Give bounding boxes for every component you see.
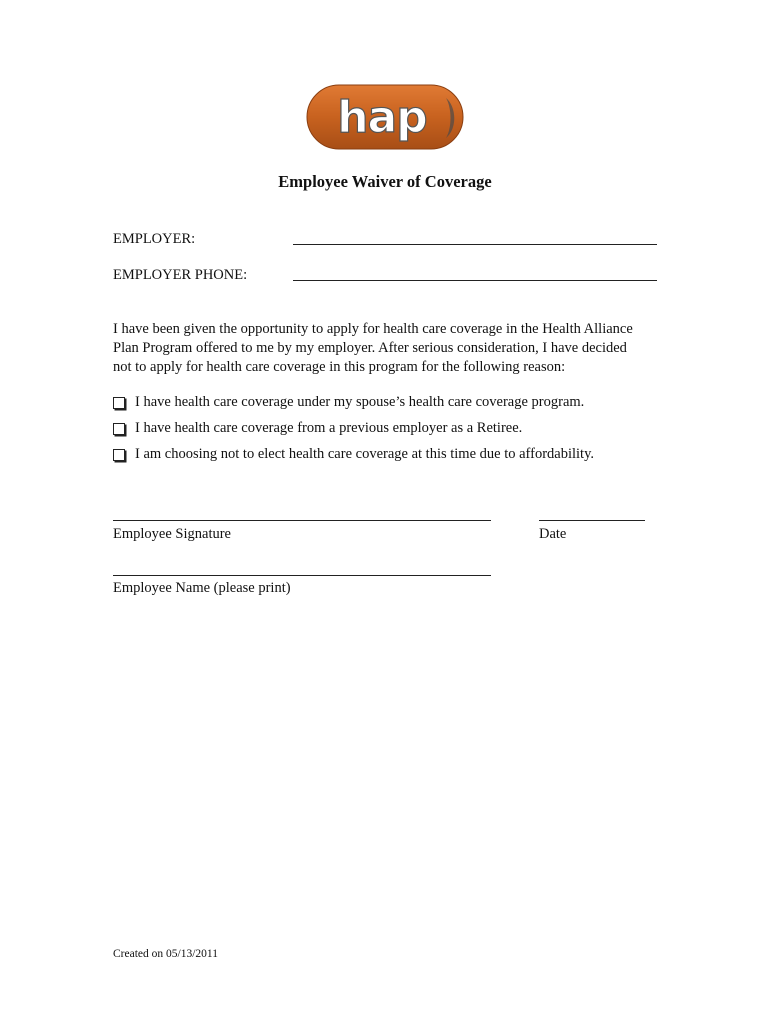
option-label: I have health care coverage from a previous employer as a Retiree.: [135, 420, 523, 436]
intro-paragraph: [113, 320, 663, 377]
paragraph-line: Plan Program offered to me by my employer. After serious consideration, I have decided: [113, 340, 627, 356]
option-label: I have health care coverage under my spouse’s health care coverage program.: [135, 394, 585, 410]
signature-label: Employee Signature: [113, 526, 231, 542]
date-label: Date: [539, 526, 567, 542]
employer-label: EMPLOYER:: [113, 231, 196, 247]
option-retiree-coverage: [113, 420, 522, 437]
logo-text: hap: [337, 92, 427, 143]
paragraph-line: I have been given the opportunity to apply for health care coverage in the Health Alliance: [113, 321, 633, 337]
paragraph-line: not to apply for health care coverage in this program for the following reason:: [113, 359, 566, 375]
option-label: I am choosing not to elect health care coverage at this time due to affordability.: [135, 446, 595, 462]
employer-phone-input-line[interactable]: [293, 280, 657, 281]
checkbox-icon[interactable]: [113, 423, 125, 435]
option-affordability: [113, 446, 594, 463]
employee-name-label: Employee Name (please print): [113, 580, 291, 596]
document-title: Employee Waiver of Coverage: [278, 172, 492, 191]
employer-phone-label: EMPLOYER PHONE:: [113, 267, 248, 283]
date-line[interactable]: [539, 520, 645, 521]
checkbox-icon[interactable]: [113, 449, 125, 461]
hap-logo: [306, 84, 464, 150]
employee-name-line[interactable]: [113, 575, 491, 576]
option-spouse-coverage: [113, 394, 584, 411]
employer-input-line[interactable]: [293, 244, 657, 245]
created-date-footer: Created on 05/13/2011: [113, 948, 218, 960]
signature-line[interactable]: [113, 520, 491, 521]
checkbox-icon[interactable]: [113, 397, 125, 409]
